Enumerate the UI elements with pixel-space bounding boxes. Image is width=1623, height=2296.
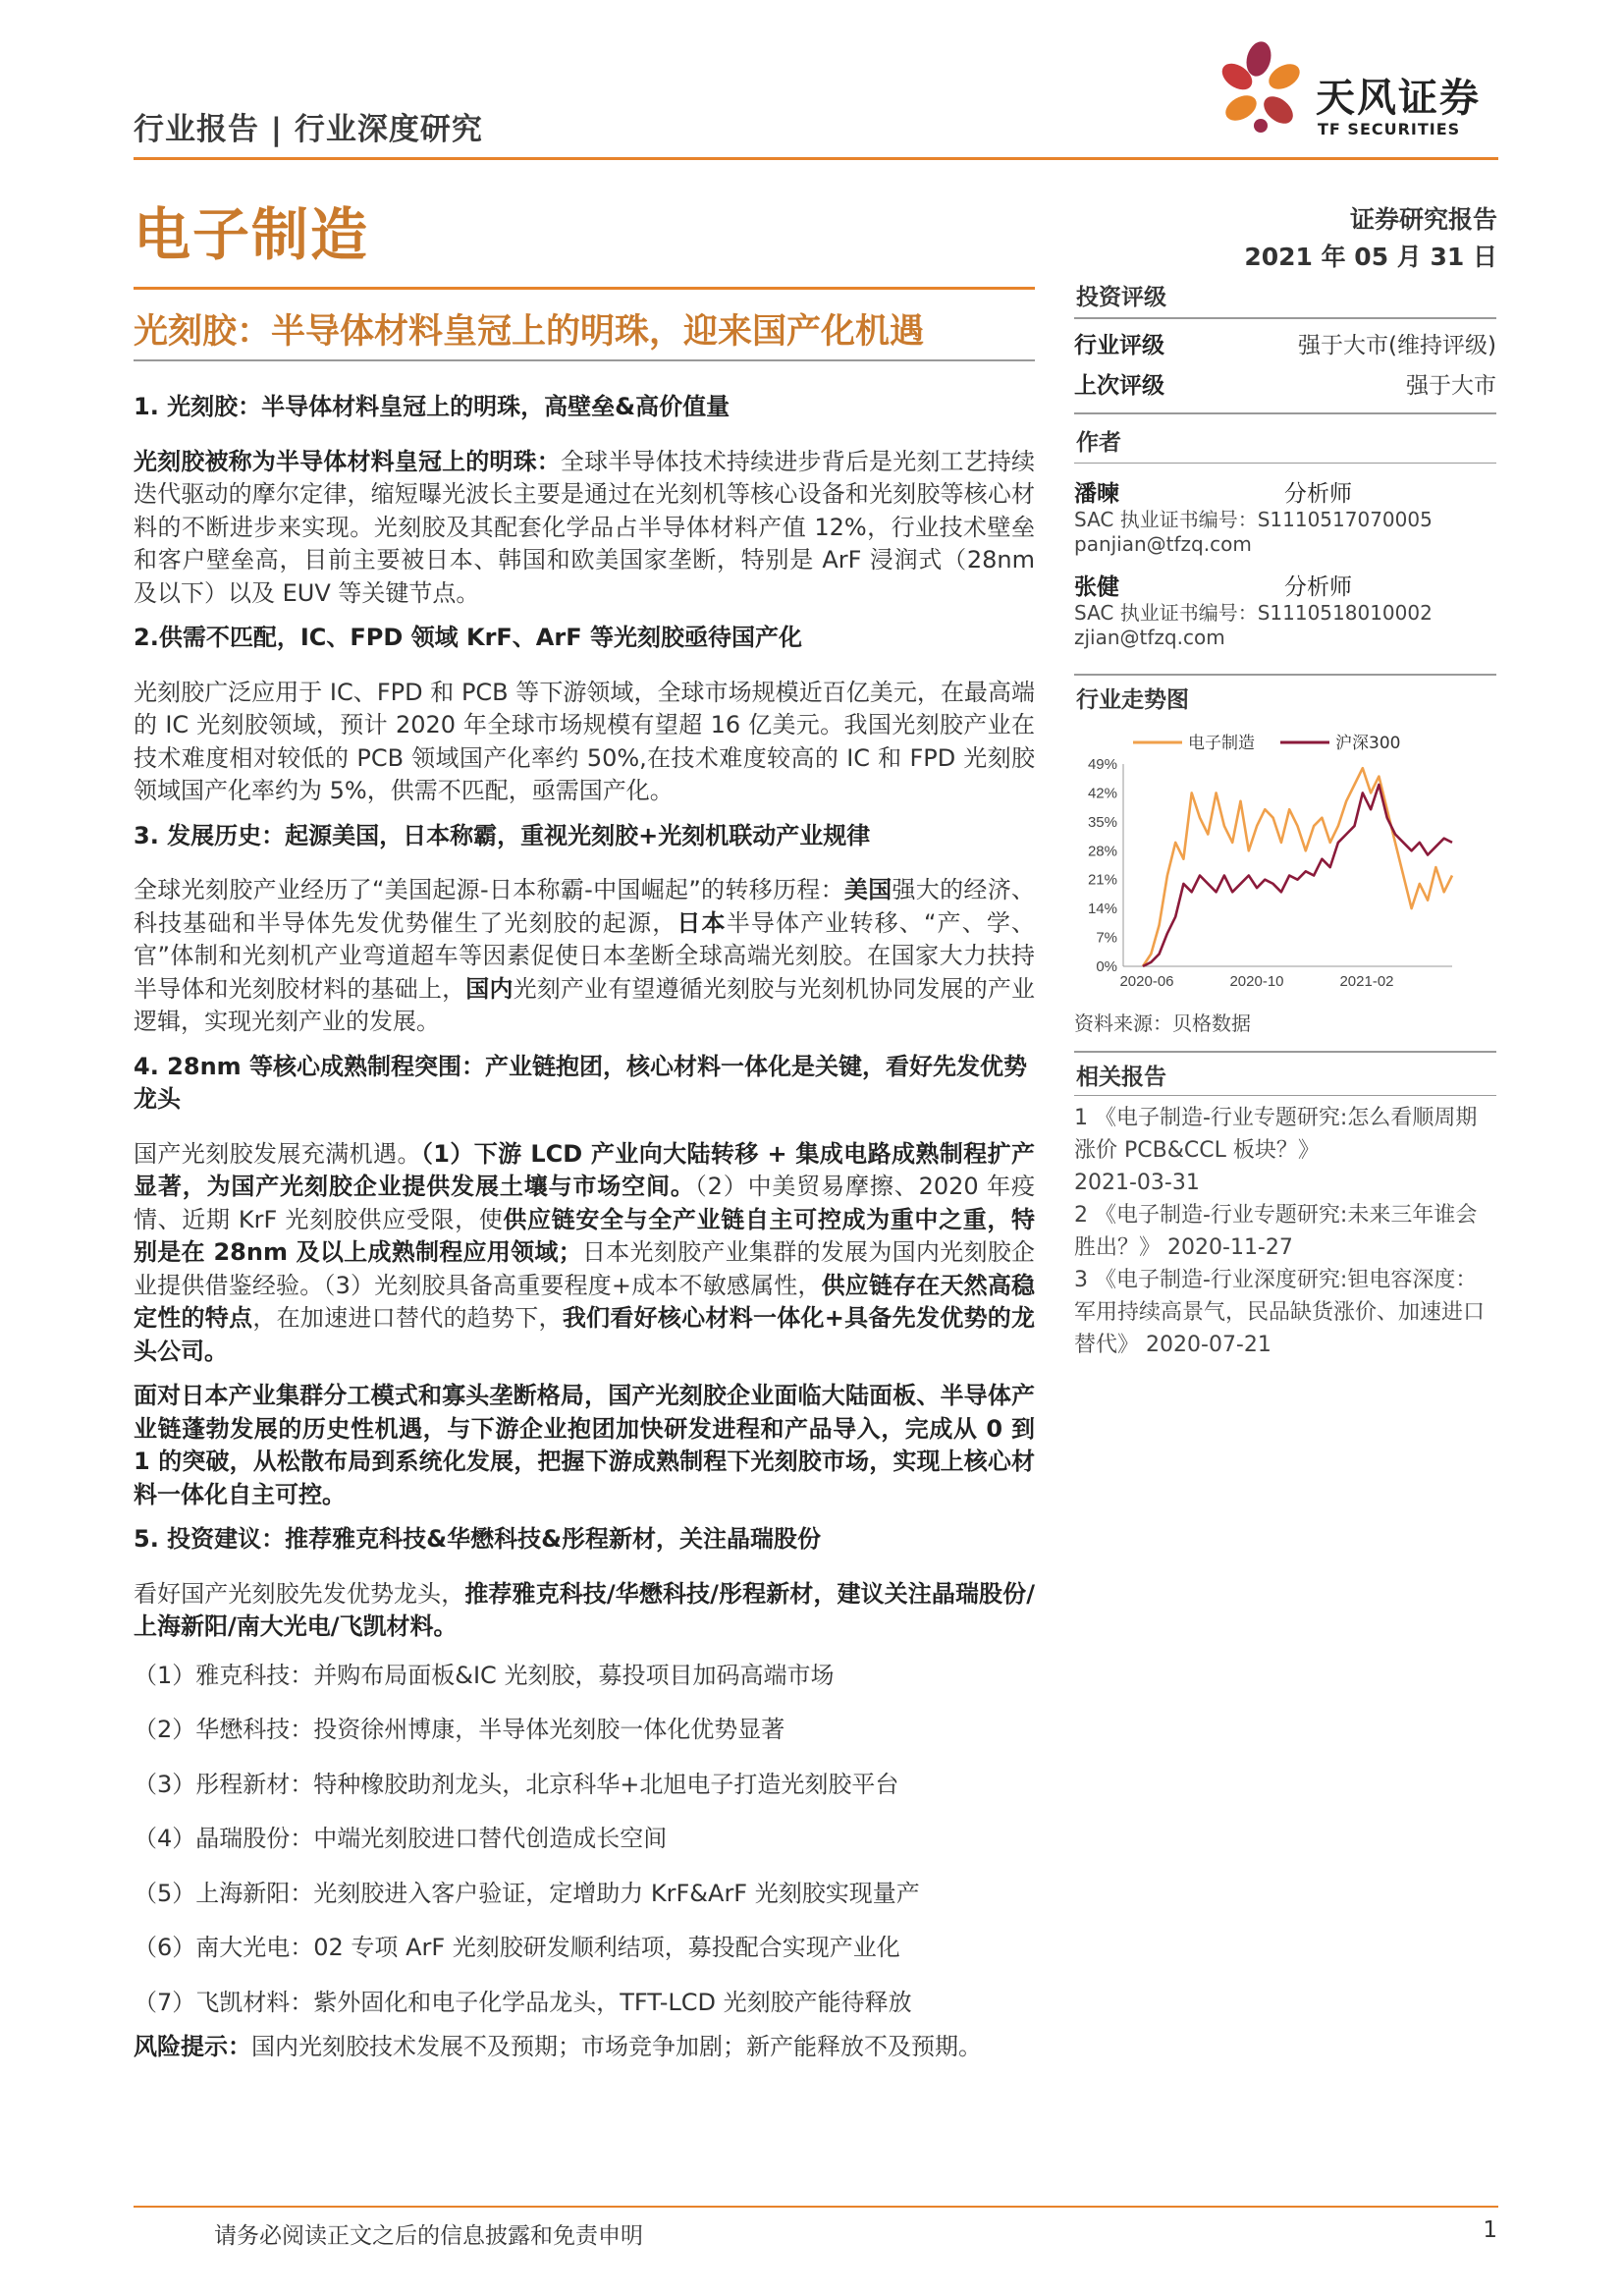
title-divider [134,287,1035,290]
prev-rating: 上次评级 强于大市 [1074,373,1496,399]
y-tick-label: 0% [1096,958,1117,975]
section-1-body: 光刻胶被称为半导体材料皇冠上的明珠：全球半导体技术持续进步背后是光刻工艺持续迭代驱动的摩尔定律，缩短曝光波长主要是通过在光刻机等核心设备和光刻胶等核心材料的不断进步来实现。光刻胶及其配套化学品占半导体材料产值 12%，行业技术壁垒和客户壁垒高，目前主要被日本、韩国和欧美国家垄断，特别是 ArF 浸润式（28nm 及以下）以及 EUV 等关键节点。 [134,447,1036,607]
industry-rating: 行业评级 强于大市(维持评级) [1074,333,1496,358]
y-tick-label: 14% [1087,901,1117,918]
chart-top-divider [1074,674,1496,676]
logo-text-en: TF SECURITIES [1318,120,1461,138]
section-2-body: 光刻胶广泛应用于 IC、FPD 和 PCB 等下游领域，全球市场规模近百亿美元，在最高端的 IC 光刻胶领域，预计 2020 年全球市场规模有望超 16 亿美元。我国光刻胶产业在技术难度相对较低的 PCB 领域国产化率约 50%,在技术难度较高的 IC 和 FPD 光刻胶领域国产化率约为 5%，供需不匹配，亟需国产化。 [134,678,1035,804]
header-divider [134,157,1498,160]
logo-text-cn: 天风证券 [1316,76,1481,121]
y-tick-label: 42% [1087,785,1117,802]
related-title: 相关报告 [1076,1065,1166,1090]
pick-item: （4）晶瑞股份：中端光刻胶进口替代创造成长空间 [134,1825,668,1852]
authors-divider [1074,463,1496,464]
report-type: 证券研究报告 [1349,205,1497,234]
sidebar-related [1074,1051,1496,1361]
report-date: 2021 年 05 月 31 日 [1244,243,1497,271]
pick-item: （3）彤程新材：特种橡胶助剂龙头，北京科华+北旭电子打造光刻胶平台 [134,1770,899,1798]
y-tick-label: 28% [1087,843,1117,860]
related-top-divider [1074,1051,1496,1053]
related-report[interactable]: 3 《电子制造-行业深度研究:钽电容深度：军用持续高景气，民品缺货涨价、加速进口替代》 2020-07-21 [1074,1268,1486,1357]
related-divider [1074,1095,1496,1096]
series-line [1143,768,1452,966]
author-name: 潘暕 [1074,481,1119,507]
section-4-summary: 面对日本产业集群分工模式和寡头垄断格局，国产光刻胶企业面临大陆面板、半导体产业链蓬勃发展的历史性机遇，与下游企业抱团加快研发进程和产品导入，完成从 0 到 1 的突破，从松散布局到系统化发展，把握下游成熟制程下光刻胶市场，实现上核心材料一体化自主可控。 [134,1382,1035,1508]
authors-top-divider [1074,412,1496,414]
related-report[interactable]: 1 《电子制造-行业专题研究:怎么看顺周期涨价 PCB&CCL 板块？》 2021-03-31 [1074,1106,1478,1195]
section-1-heading: 1. 光刻胶：半导体材料皇冠上的明珠，高壁垒&高价值量 [134,393,730,420]
sidebar-chart-header [1074,674,1496,714]
section-5-body: 看好国产光刻胶先发优势龙头，推荐雅克科技/华懋科技/彤程新材，建议关注晶瑞股份/上海新阳/南大光电/飞凯材料。 [134,1579,1035,1640]
legend-label: 沪深300 [1335,734,1401,753]
author-role: 分析师 [1284,574,1352,600]
section-2-heading: 2.供需不匹配，IC、FPD 领域 KrF、ArF 等光刻胶亟待国产化 [134,624,802,651]
section-4-heading: 4. 28nm 等核心成熟制程突围：产业链抱团，核心材料一体化是关键，看好先发优势龙头 [134,1052,1028,1113]
x-tick-label: 2021-02 [1339,973,1394,988]
pick-item: （2）华懋科技：投资徐州博康，半导体光刻胶一体化优势显著 [134,1716,785,1743]
y-tick-label: 7% [1096,929,1117,947]
title-underline [134,359,1035,361]
author-email[interactable]: panjian@tfzq.com [1074,532,1252,556]
chart-source: 资料来源：贝格数据 [1074,1011,1251,1035]
author-name: 张健 [1074,574,1119,600]
section-4-body: 国产光刻胶发展充满机遇。（1）下游 LCD 产业向大陆转移 + 集成电路成熟制程扩产显著，为国产光刻胶企业提供发展土壤与市场空间。（2）中美贸易摩擦、2020 年疫情、近期 KrF 光刻胶供应受限，使供应链安全与全产业链自主可控成为重中之重，特别是在 28nm 及以上成熟制程应用领域；日本光刻胶产业集群的发展为国内光刻胶企业提供借鉴经验。（3）光刻胶具备高重要程度+成本不敏感属性，供应链存在天然高稳定性的特点，在加速进口替代的趋势下，我们看好核心材料一体化+具备先发优势的龙头公司。 [134,1139,1036,1365]
authors-title: 作者 [1076,430,1121,456]
x-tick-label: 2020-06 [1119,973,1174,988]
report-category: 行业报告 | 行业深度研究 [134,112,483,147]
section-5-heading: 5. 投资建议：推荐雅克科技&华懋科技&彤程新材，关注晶瑞股份 [134,1525,822,1553]
pick-item: （1）雅克科技：并购布局面板&IC 光刻胶，募投项目加码高端市场 [134,1661,835,1689]
pick-item: （5）上海新阳：光刻胶进入客户验证，定增助力 KrF&ArF 光刻胶实现量产 [134,1879,920,1907]
author-entry [1074,569,1496,650]
industry-trend-chart [1074,723,1467,988]
rating-title: 投资评级 [1076,285,1166,310]
chart-title: 行业走势图 [1076,687,1189,713]
section-3-body: 全球光刻胶产业经历了“美国起源-日本称霸-中国崛起”的转移历程：美国强大的经济、科技基础和半导体先发优势催生了光刻胶的起源，日本半导体产业转移、“产、学、官”体制和光刻机产业弯道超车等因素促使日本垄断全球高端光刻胶。在国家大力扶持半导体和光刻胶材料的基础上，国内光刻产业有望遵循光刻胶与光刻机协同发展的产业逻辑，实现光刻产业的发展。 [134,876,1036,1035]
pick-item: （6）南大光电：02 专项 ArF 光刻胶研发顺利结项，募投配合实现产业化 [134,1934,900,1961]
sidebar-rating [1074,279,1496,400]
y-tick-label: 35% [1087,813,1117,831]
author-cert: SAC 执业证书编号：S1110517070005 [1074,508,1433,531]
author-role: 分析师 [1284,481,1352,507]
author-entry [1074,475,1496,557]
footer-divider [134,2206,1498,2208]
section-3-heading: 3. 发展历史：起源美国，日本称霸，重视光刻胶+光刻机联动产业规律 [134,821,871,849]
rating-divider [1074,317,1496,319]
risk-warning: 风险提示：国内光刻胶技术发展不及预期；市场竞争加剧；新产能释放不及预期。 [134,2033,982,2060]
footer-disclaimer: 请务必阅读正文之后的信息披露和免责申明 [214,2223,643,2249]
sidebar-authors [1074,412,1496,650]
y-tick-label: 49% [1087,756,1117,773]
main-content [134,391,1035,2064]
author-cert: SAC 执业证书编号：S1110518010002 [1074,601,1433,625]
legend-label: 电子制造 [1188,734,1255,753]
sector-title: 电子制造 [134,201,370,268]
page-number: 1 [1483,2217,1497,2243]
report-title: 光刻胶：半导体材料皇冠上的明珠，迎来国产化机遇 [134,312,925,352]
company-logo [1208,37,1502,145]
author-email[interactable]: zjian@tfzq.com [1074,626,1225,649]
x-tick-label: 2020-10 [1229,973,1284,988]
pick-item: （7）飞凯材料：紫外固化和电子化学品龙头，TFT-LCD 光刻胶产能待释放 [134,1988,912,2016]
y-tick-label: 21% [1087,871,1117,889]
flower-logo-icon [1208,37,1316,145]
related-report[interactable]: 2 《电子制造-行业专题研究:未来三年谁会胜出？》 2020-11-27 [1074,1203,1478,1260]
